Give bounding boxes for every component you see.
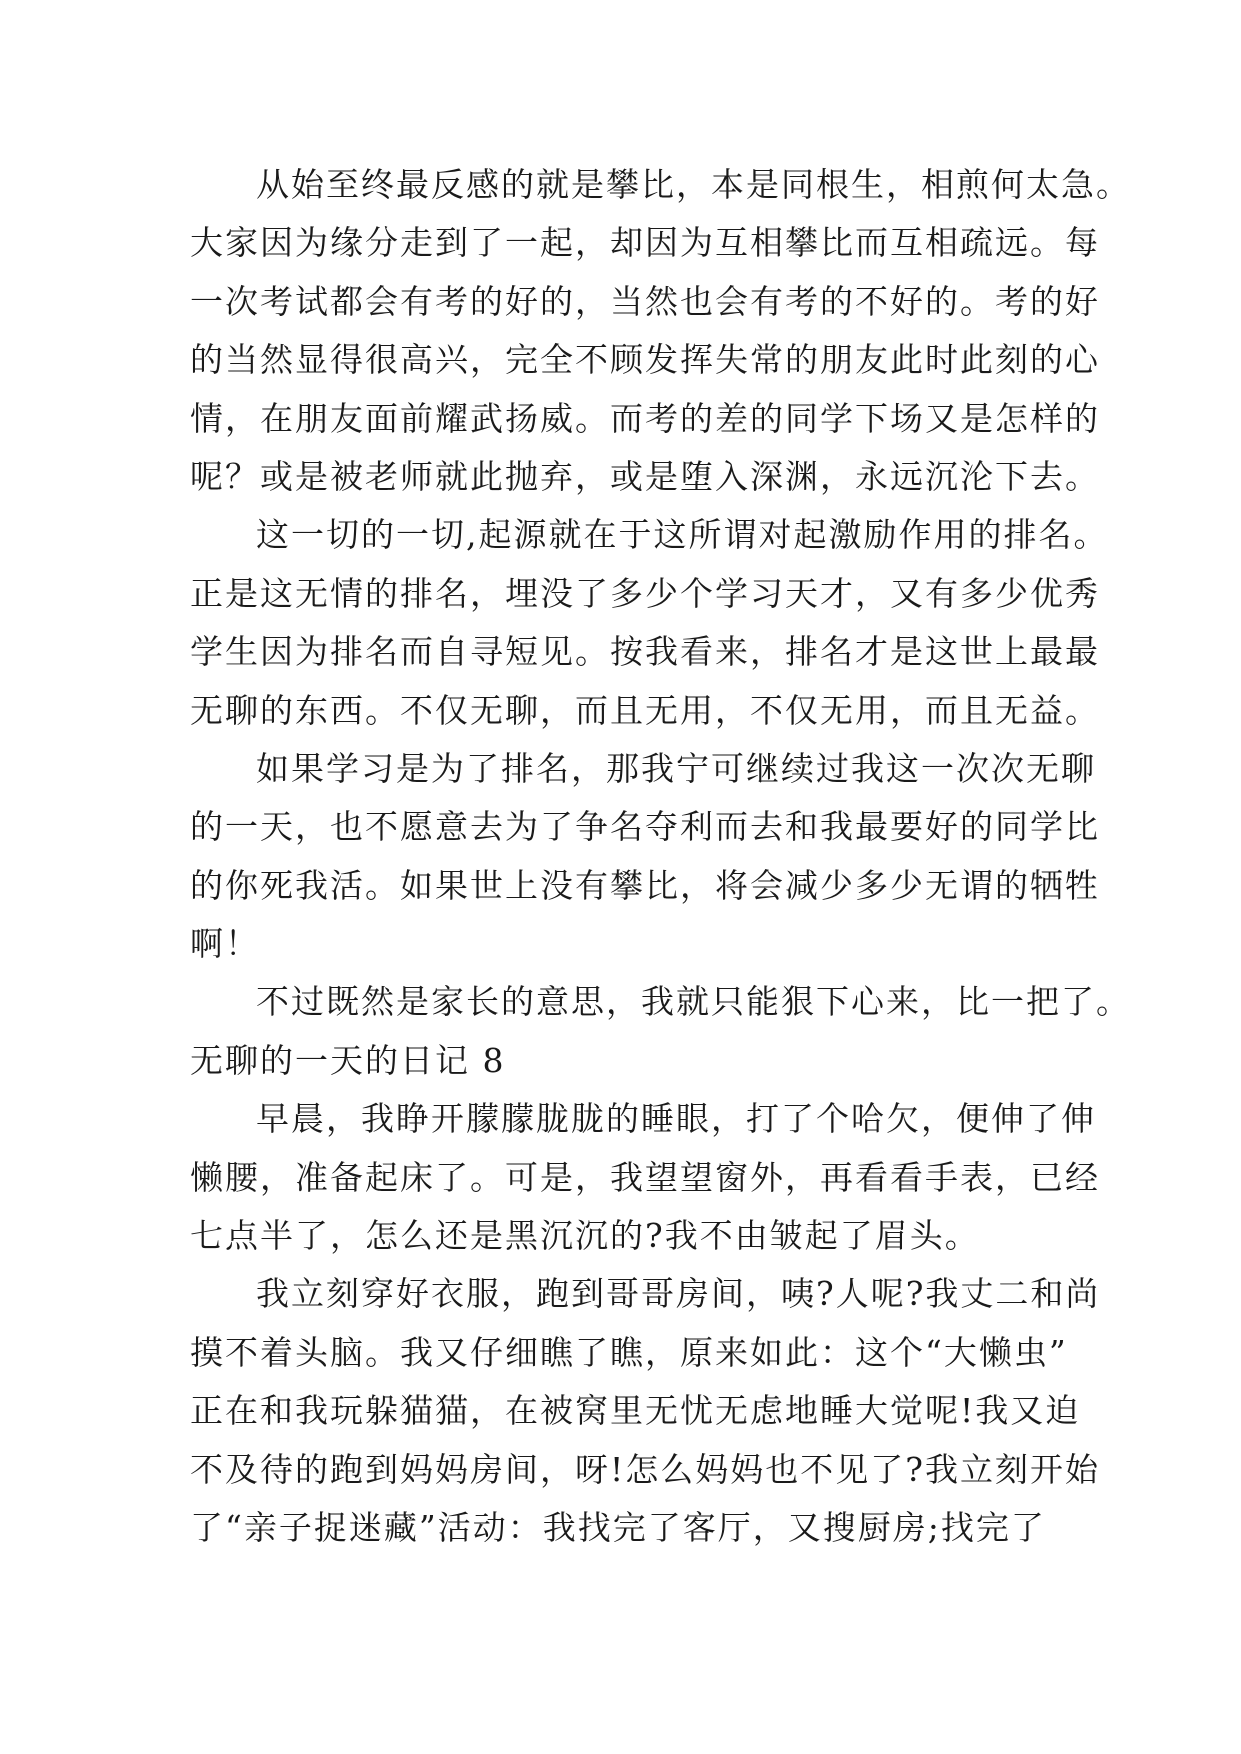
text-line: 学生因为排名而自寻短见。按我看来，排名才是这世上最最	[190, 632, 1100, 672]
text-line: 了“亲子捉迷藏”活动：我找完了客厅，又搜厨房;找完了	[190, 1507, 1046, 1547]
text-line: 啊！	[190, 924, 260, 964]
text-line: 情，在朋友面前耀武扬威。而考的差的同学下场又是怎样的	[190, 398, 1100, 438]
text-line: 无聊的一天的日记 8	[190, 1040, 506, 1080]
text-line: 正在和我玩躲猫猫，在被窝里无忧无虑地睡大觉呢!我又迫	[190, 1391, 1081, 1431]
text-line: 无聊的东西。不仅无聊，而且无用，不仅无用，而且无益。	[190, 690, 1100, 730]
body-text	[190, 156, 1131, 1557]
text-line: 七点半了，怎么还是黑沉沉的?我不由皱起了眉头。	[190, 1216, 980, 1256]
text-line: 我立刻穿好衣服，跑到哥哥房间，咦?人呢?我丈二和尚	[256, 1274, 1101, 1314]
text-line: 大家因为缘分走到了一起，却因为互相攀比而互相疏远。每	[190, 223, 1100, 263]
text-line: 不及待的跑到妈妈房间，呀!怎么妈妈也不见了?我立刻开始	[190, 1449, 1100, 1489]
text-line: 从始至终最反感的就是攀比，本是同根生，相煎何太急。	[256, 165, 1131, 204]
text-line: 的你死我活。如果世上没有攀比，将会减少多少无谓的牺牲	[190, 865, 1100, 905]
text-line: 的一天，也不愿意去为了争名夺利而去和我最要好的同学比	[190, 807, 1100, 847]
text-line: 这一切的一切,起源就在于这所谓对起激励作用的排名。	[256, 515, 1109, 555]
text-line: 如果学习是为了排名，那我宁可继续过我这一次次无聊	[256, 748, 1096, 788]
text-line: 一次考试都会有考的好的，当然也会有考的不好的。考的好	[190, 281, 1100, 321]
text-line: 摸不着头脑。我又仔细瞧了瞧，原来如此：这个“大懒虫”	[190, 1332, 1068, 1372]
text-line: 早晨，我睁开朦朦胧胧的睡眼，打了个哈欠，便伸了伸	[256, 1099, 1096, 1139]
text-line: 呢？或是被老师就此抛弃，或是堕入深渊，永远沉沦下去。	[190, 456, 1100, 496]
text-line: 懒腰，准备起床了。可是，我望望窗外，再看看手表，已经	[190, 1157, 1100, 1197]
text-line: 正是这无情的排名，埋没了多少个学习天才，又有多少优秀	[190, 573, 1100, 613]
text-line: 不过既然是家长的意思，我就只能狠下心来，比一把了。	[256, 982, 1131, 1022]
text-line: 的当然显得很高兴，完全不顾发挥失常的朋友此时此刻的心	[190, 340, 1100, 380]
